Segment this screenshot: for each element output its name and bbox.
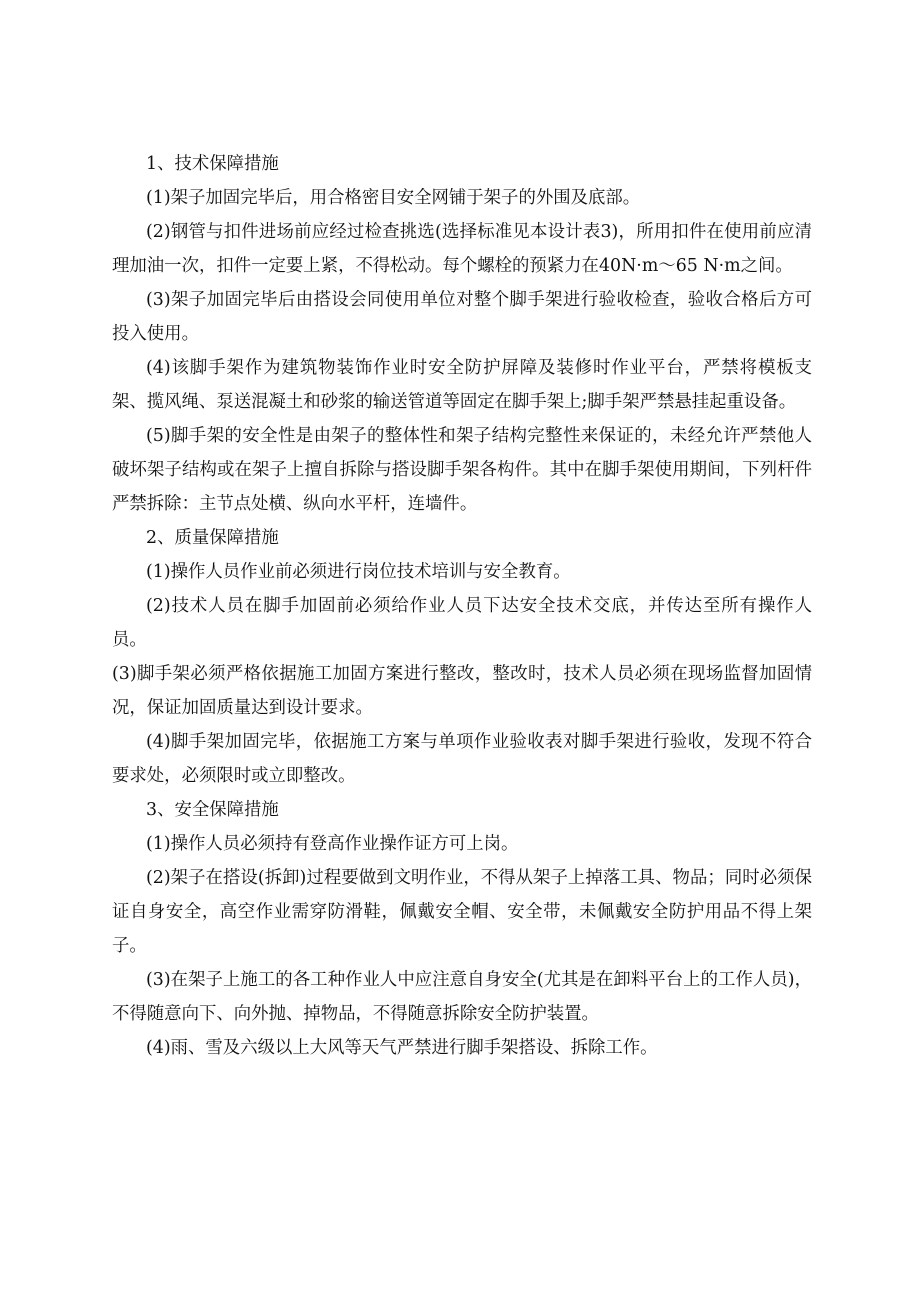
paragraph-tech-5: (5)脚手架的安全性是由架子的整体性和架子结构完整性来保证的，未经允许严禁他人破坏架子结构或在架子上擅自拆除与搭设脚手架各构件。其中在脚手架使用期间，下列杆件严禁拆除：主节点处横、纵向水平杆，连墙件。 (112, 426, 812, 514)
paragraph-tech-3: (3)架子加固完毕后由搭设会同使用单位对整个脚手架进行验收检查，验收合格后方可投入使用。 (112, 290, 812, 344)
paragraph-tech-4: (4)该脚手架作为建筑物装饰作业时安全防护屏障及装修时作业平台，严禁将模板支架、揽风绳、泵送混凝土和砂浆的输送管道等固定在脚手架上;脚手架严禁悬挂起重设备。 (112, 358, 812, 412)
paragraph-safety-3: (3)在架子上施工的各工种作业人中应注意自身安全(尤其是在卸料平台上的工作人员)，不得随意向下、向外抛、掉物品，不得随意拆除安全防护装置。 (112, 970, 812, 1024)
paragraph-quality-1: (1)操作人员作业前必须进行岗位技术培训与安全教育。 (146, 562, 571, 582)
section-heading-safety: 3、安全保障措施 (146, 800, 279, 820)
paragraph-quality-2: (2)技术人员在脚手加固前必须给作业人员下达安全技术交底，并传达至所有操作人员。 (112, 596, 812, 650)
paragraph-safety-4: (4)雨、雪及六级以上大风等天气严禁进行脚手架搭设、拆除工作。 (146, 1038, 658, 1058)
paragraph-safety-1: (1)操作人员必须持有登高作业操作证方可上岗。 (146, 834, 519, 854)
paragraph-quality-3: (3)脚手架必须严格依据施工加固方案进行整改，整改时，技术人员必须在现场监督加固情况，保证加固质量达到设计要求。 (112, 664, 812, 718)
document-body (112, 147, 812, 1065)
section-heading-tech: 1、技术保障措施 (146, 154, 279, 174)
paragraph-quality-4: (4)脚手架加固完毕，依据施工方案与单项作业验收表对脚手架进行验收，发现不符合要求处，必须限时或立即整改。 (112, 732, 812, 786)
paragraph-tech-2: (2)钢管与扣件进场前应经过检查挑选(选择标准见本设计表3)，所用扣件在使用前应清理加油一次，扣件一定要上紧，不得松动。每个螺栓的预紧力在40N·m～65 N·m之间。 (112, 222, 812, 276)
paragraph-safety-2: (2)架子在搭设(拆卸)过程要做到文明作业，不得从架子上掉落工具、物品；同时必须保证自身安全，高空作业需穿防滑鞋，佩戴安全帽、安全带，未佩戴安全防护用品不得上架子。 (112, 868, 812, 956)
paragraph-tech-1: (1)架子加固完毕后，用合格密目安全网铺于架子的外围及底部。 (146, 188, 641, 208)
section-heading-quality: 2、质量保障措施 (146, 528, 279, 548)
